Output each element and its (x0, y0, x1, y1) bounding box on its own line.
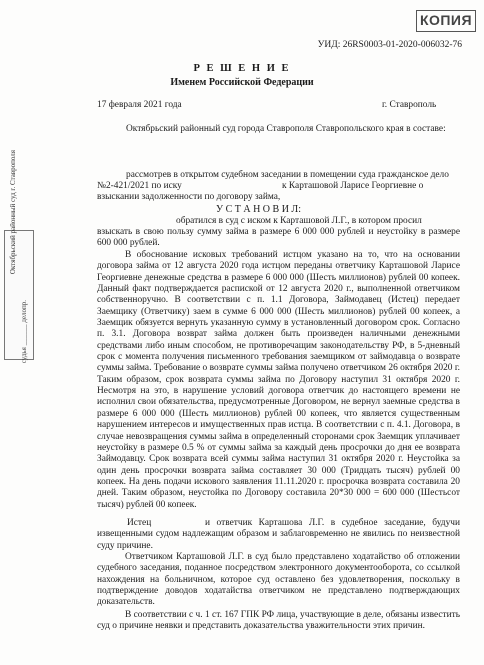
absence-section (97, 518, 460, 552)
law-section (97, 610, 460, 633)
motion-section (97, 552, 460, 609)
grounds-section (97, 250, 460, 511)
court-composition: Октябрьский районный суд города Ставрополя Ставропольского края в составе: (126, 124, 446, 134)
claim-intro: обратился в суд с иском к Карташовой Л.Г., в котором просил (176, 216, 422, 226)
absence-text: и ответчик Карташова Л.Г. в судебное заседание, будучи извещенными судом надлежащим образом и заблаговременно не явились по неизвестной суду причине. (97, 518, 460, 551)
law-paragraph: В соответствии с ч. 1 ст. 167 ГПК РФ лица, участвующие в деле, обязаны известить суд о причине неявки и представить доказательства уважительности этих причин. (97, 610, 460, 632)
absence-paragraph (97, 518, 460, 552)
copy-stamp: КОПИЯ (416, 10, 476, 32)
side-stamp-text: Октябрьский районный суд г. Ставрополя (9, 150, 17, 275)
document-subtitle: Именем Российской Федерации (170, 77, 314, 88)
motion-paragraph: Ответчиком Карташовой Л.Г. в суд было представлено ходатайство об отложении судебного заседания, поданное посредством электронного документооборота, со ссылкой нахождения на больничном, которое суд оставлено без удовлетворения, поскольку в подтверждение доводов ходатайства ответчиком не представлено подтверждающих доказательств. (97, 552, 460, 608)
claim-text (97, 227, 460, 250)
defendant-text: к Карташовой Ларисе Георгиевне о (282, 181, 424, 191)
considered-line-1: рассмотрев в открытом судебном заседании в помещении суда гражданское дело (126, 170, 449, 180)
grounds-paragraph: В обоснование исковых требований истцом указано на то, что на основании договора займа от 12 августа 2020 года истцом переданы ответчику Карташовой Ларисе Георгиевне денежные средства в размере 6 000 000 (Шесть миллионов) рублей 00 копеек. Данный факт подтверждается распиской от 12 августа 2020 г., выполненной ответчиком собственноручно. В соответствии с п. 1.1 Договора, Займодавец (Истец) передает Заемщику (Ответчику) заем в сумме 6 000 000 (Шесть миллионов) рублей 00 копеек, а Заемщик обязуется вернуть указанную сумму в установленный договором срок. Согласно п. 3.1. Договора возврат займа должен быть произведен наличными денежными средствами либо иным способом, не противоречащим законодательству РФ, в 5-дневный срок с момента получения письменного требования заемщиком от займодавца о возврате суммы займа. Требование о возврате суммы займа получено ответчиком 26 октября 2020 г. Таким образом, срок возврата суммы займа по Договору наступил 31 октября 2020 г. Несмотря на это, в нарушение условий договора ответчик до настоящего времени не исполнил свои обязательства, предусмотренные Договором, не вернул заемные средства в размере 6 000 000 (Шесть миллионов) рублей 00 копеек, что является существенным нарушением интересов и имущественных прав истца. В соответствии с п. 4.1. Договора, в случае невозвращения суммы займа в определенный сторонами срок Заемщик уплачивает неустойку в размере 0.5 % от суммы займа за каждый день просрочки до дня ее возврата Займодавцу. Срок возврата всей суммы займа наступил 31 октября 2020 г. Неустойка за один день просрочки возврата займа составляет 30 000 (Тридцать тысяч) рублей 00 копеек. На день подачи искового заявления 11.11.2020 г. просрочка возврата составила 20 дней. Таким образом, неустойка по Договору составила 20*30 000 = 600 000 (Шестьсот тысяч) рублей 00 копеек. (97, 250, 460, 510)
document-title: Р Е Ш Е Н И Е (193, 63, 291, 74)
established-heading: У С Т А Н О В И Л: (216, 204, 301, 215)
side-stamp-text-2: судья ______ делопр. (20, 300, 28, 364)
plaintiff-label: Истец (127, 518, 152, 528)
decision-date: 17 февраля 2021 года (97, 100, 182, 110)
decision-city: г. Ставрополь (382, 100, 437, 110)
claim-paragraph: взыскать в свою пользу сумму займа в размере 6 000 000 рублей и неустойку в размере 600 000 рублей. (97, 227, 460, 249)
considered-line-3: взыскании задолженности по договору займа, (97, 192, 281, 202)
case-number: №2-421/2021 по иску (97, 181, 182, 191)
document-uid: УИД: 26RS0003-01-2020-006032-76 (317, 40, 462, 50)
